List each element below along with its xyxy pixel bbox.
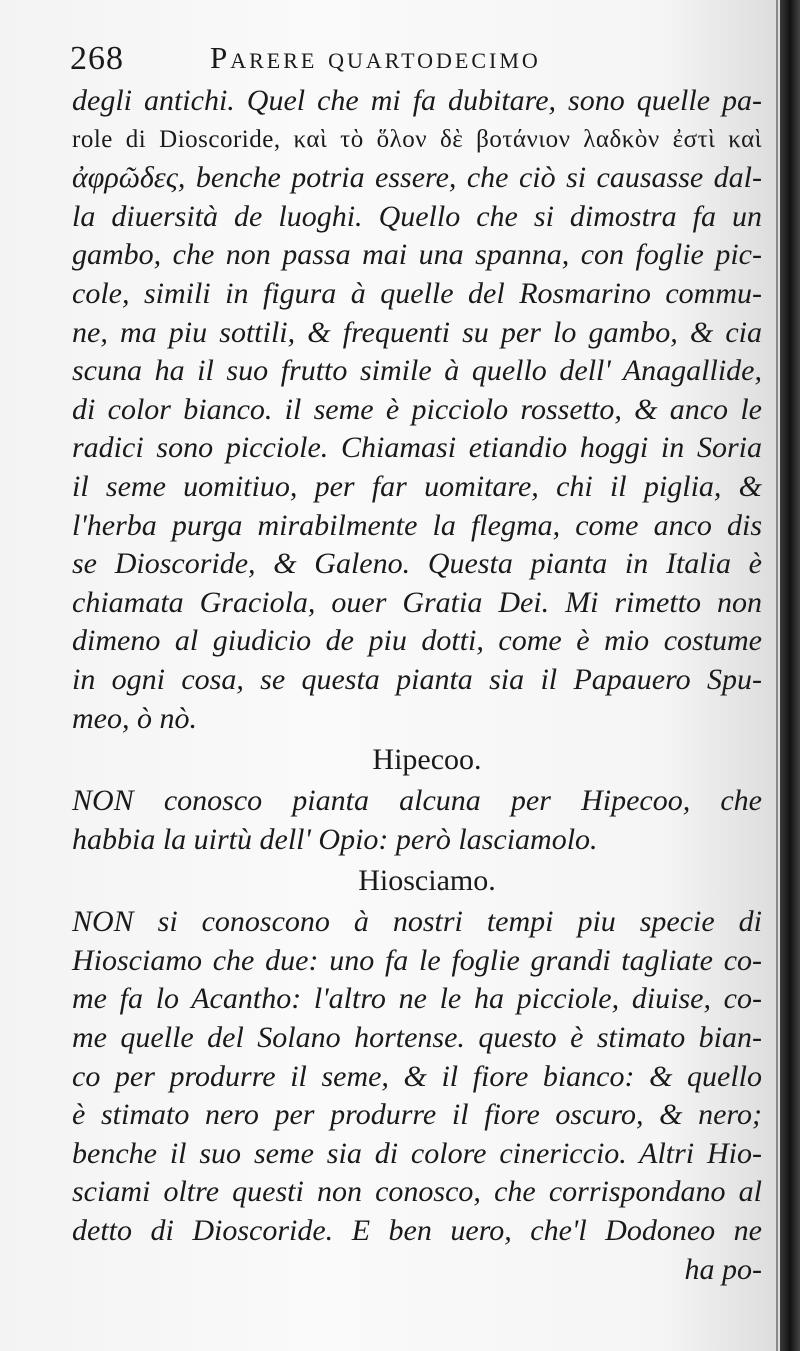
text-line: ἀφρῶδες, benche potria essere, che ciò si causasse dal- [72, 161, 762, 195]
text-line: l'herba purga mirabilmente la flegma, come anco dis [72, 508, 762, 542]
text-line: degli antichi. Quel che mi fa dubitare, sono quelle pa- [72, 84, 762, 117]
text-line: chiamata Graciola, ouer Gratia Dei. Mi rimetto non [72, 585, 762, 619]
text-line: me fa lo Acantho: l'altro ne le ha picciole, diuise, co- [72, 982, 762, 1016]
running-title: Parere quartodecimo [210, 40, 541, 75]
section-heading-label: Hiosciamo. [358, 864, 496, 898]
text-line: role di Dioscoride, καὶ τὸ ὅλον δὲ βοτάνιον λαδκὸν ἐστὶ καὶ [72, 125, 762, 153]
text-line: ne, ma piu sottili, & frequenti su per lo gambo, & cia [72, 315, 762, 349]
text-line: sciami oltre questi non conosco, che corrispondano al [72, 1175, 762, 1209]
text-line: è stimato nero per produrre il fiore oscuro, & nero; [72, 1098, 762, 1132]
text-line: gambo, che non passa mai una spanna, con foglie pic- [72, 238, 762, 272]
text-line: benche il suo seme sia di colore cinericcio. Altri Hio- [72, 1136, 762, 1170]
page-number: 268 [70, 40, 124, 77]
text-line: detto di Dioscoride. E ben uero, che'l Dodoneo ne [72, 1214, 762, 1248]
text-line: me quelle del Solano hortense. questo è stimato bian- [72, 1021, 762, 1055]
text-line: Hiosciamo che due: uno fa le foglie grandi tagliate co- [72, 943, 762, 977]
text-line: in ogni cosa, se questa pianta sia il Papauero Spu- [72, 662, 762, 696]
text-line: il seme uomitiuo, per far uomitare, chi il piglia, & [72, 469, 762, 503]
text-line: meo, ò nò. [72, 701, 197, 735]
page-body [72, 82, 762, 1289]
text-line: dimeno al giudicio de piu dotti, come è mio costume [72, 624, 762, 658]
text-line: cole, simili in figura à quelle del Rosmarino commu- [72, 276, 762, 310]
text-line: NON si conoscono à nostri tempi piu specie di [72, 905, 762, 939]
section-heading-hipecoo [72, 738, 762, 782]
text-line: se Dioscoride, & Galeno. Questa pianta in Italia è [72, 547, 762, 581]
text-line: di color bianco. il seme è picciolo rossetto, & anco le [72, 392, 762, 426]
text-line: la diuersità de luoghi. Quello che si dimostra fa un [72, 199, 762, 233]
text-line: scuna ha il suo frutto simile à quello dell' Anagallide, [72, 354, 762, 388]
text-line: radici sono picciole. Chiamasi etiandio hoggi in Soria [72, 431, 762, 465]
text-line: NON conosco pianta alcuna per Hipecoo, che [72, 784, 762, 818]
book-edge [780, 0, 800, 1351]
text-line: habbia la uirtù dell' Opio: però lasciamolo. [72, 822, 598, 856]
text-line: co per produrre il seme, & il fiore bianco: & quello [72, 1059, 762, 1093]
page-gutter-line [776, 0, 778, 1351]
section-heading-label: Hipecoo. [372, 743, 482, 777]
section-heading-hiosciamo [72, 859, 762, 903]
catchword-line: ha po- [684, 1252, 762, 1286]
